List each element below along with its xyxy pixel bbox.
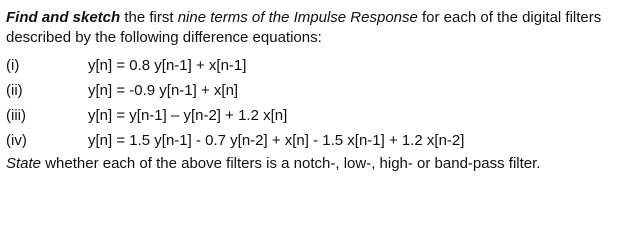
equation-number: (ii)	[6, 82, 23, 99]
equation-number: (iv)	[6, 132, 27, 149]
intro-lead-bold: Find and sketch	[6, 9, 121, 26]
question-intro	[6, 8, 628, 48]
intro-italic-phrase: nine terms of the Impulse Response	[177, 9, 418, 26]
difference-equation: y[n] = 1.5 y[n-1] - 0.7 y[n-2] + x[n] - 1.5 x[n-1] + 1.2 x[n-2]	[88, 132, 465, 149]
closing-text: whether each of the above filters is a notch-, low-, high- or band-pass filter.	[41, 155, 541, 172]
equation-row-iii	[6, 103, 628, 128]
equation-number: (iii)	[6, 107, 26, 124]
equation-row-ii	[6, 78, 628, 103]
difference-equation: y[n] = y[n-1] – y[n-2] + 1.2 x[n]	[88, 107, 288, 124]
intro-text-1: the first	[120, 9, 178, 26]
question-closing	[6, 154, 628, 174]
difference-equation: y[n] = -0.9 y[n-1] + x[n]	[88, 82, 239, 99]
equation-number: (i)	[6, 57, 20, 74]
difference-equation: y[n] = 0.8 y[n-1] + x[n-1]	[88, 57, 247, 74]
equation-row-iv	[6, 128, 628, 153]
equation-list	[6, 53, 628, 153]
equation-row-i	[6, 53, 628, 78]
intro-text-2: for each of the digital filters described by the following difference equations:	[6, 9, 602, 46]
closing-lead-italic: State	[6, 155, 42, 172]
